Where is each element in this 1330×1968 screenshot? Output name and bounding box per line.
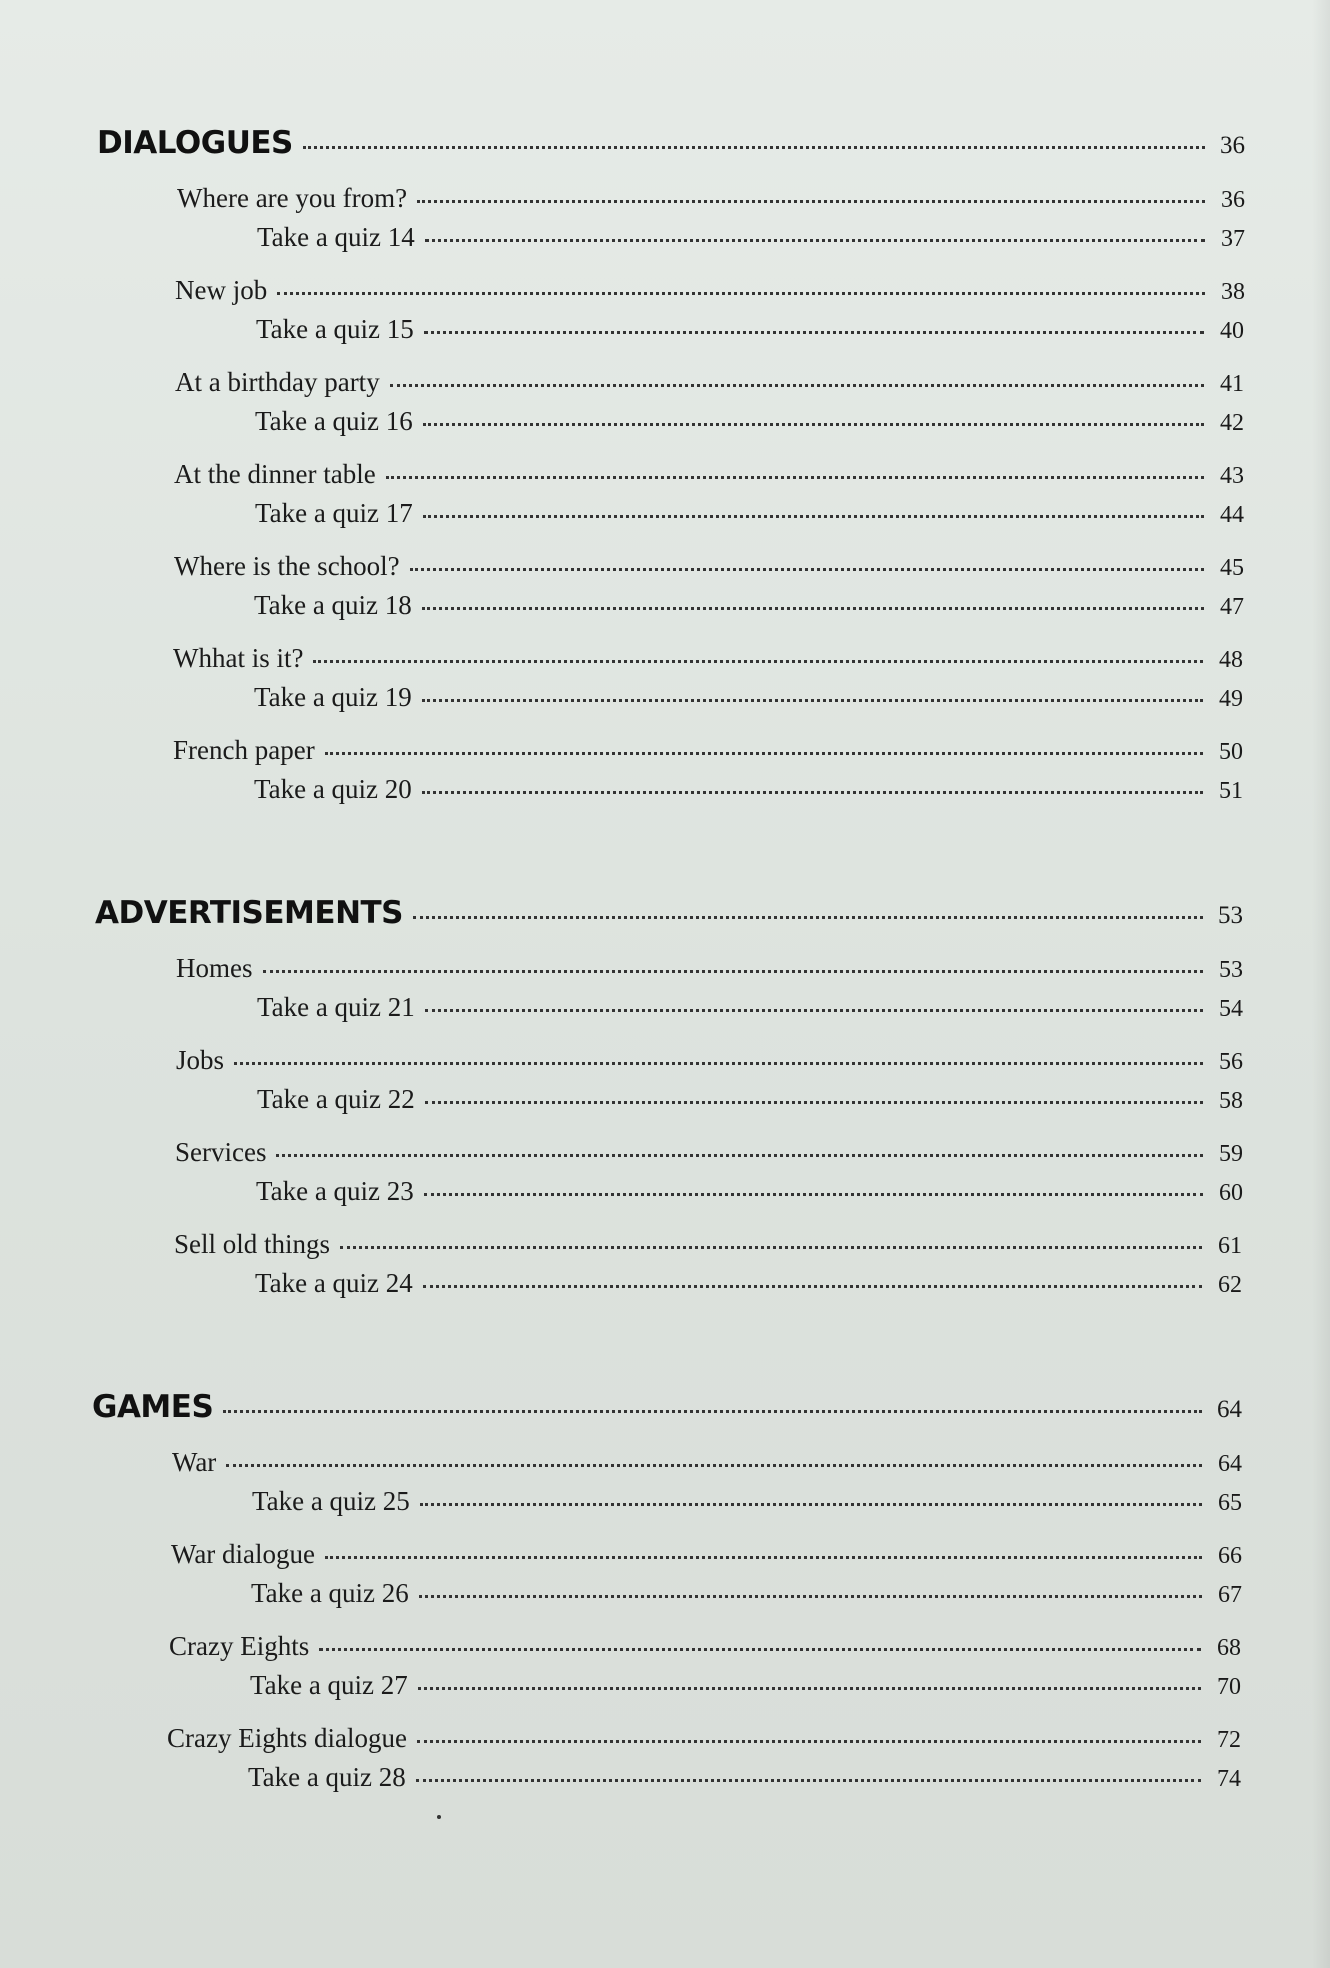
dot-leader [424, 1193, 1203, 1196]
toc-entry[interactable] [175, 367, 1244, 407]
dot-leader [410, 568, 1204, 571]
entry-title: At the dinner table [174, 459, 376, 489]
dot-leader [425, 1101, 1203, 1104]
toc-quiz-entry[interactable] [250, 1670, 1241, 1710]
dot-leader [422, 607, 1204, 610]
section-title: ADVERTISEMENTS [95, 895, 403, 931]
quiz-title: Take a quiz 25 [252, 1486, 410, 1516]
entry-title: Jobs [176, 1045, 225, 1075]
dot-leader [325, 752, 1203, 755]
toc-entry[interactable] [176, 953, 1243, 993]
section-title: DIALOGUES [97, 125, 293, 161]
dot-leader [223, 1410, 1202, 1413]
page-number: 66 [1218, 1543, 1242, 1569]
dot-leader [276, 1154, 1203, 1157]
quiz-title: Take a quiz 26 [251, 1578, 409, 1608]
dot-leader [325, 1556, 1202, 1559]
toc-quiz-entry[interactable] [254, 682, 1243, 722]
toc-quiz-entry[interactable] [255, 406, 1244, 446]
dot-leader [423, 1285, 1202, 1288]
quiz-title: Take a quiz 15 [256, 314, 414, 344]
entry-title: Homes [176, 953, 253, 983]
toc-entry[interactable] [177, 183, 1245, 223]
quiz-title: Take a quiz 14 [257, 222, 415, 252]
page-number: 65 [1218, 1490, 1242, 1516]
dot-leader [417, 200, 1205, 203]
entry-title: Whhat is it? [173, 643, 304, 673]
dot-leader [422, 699, 1203, 702]
page-number: 60 [1219, 1180, 1243, 1206]
page-number: 64 [1218, 1451, 1242, 1477]
dot-leader [277, 292, 1205, 295]
page-number: 37 [1221, 226, 1245, 252]
dot-leader [417, 1740, 1201, 1743]
page-number: 36 [1220, 132, 1245, 159]
page-number: 64 [1217, 1396, 1242, 1423]
toc-entry[interactable] [174, 1229, 1242, 1269]
toc-quiz-entry[interactable] [252, 1486, 1242, 1526]
entry-title: Crazy Eights [169, 1631, 310, 1661]
section-heading[interactable] [97, 125, 1245, 165]
entry-title: War [172, 1447, 217, 1477]
dot-leader [425, 1009, 1203, 1012]
page-number: 58 [1219, 1088, 1243, 1114]
entry-title: Where is the school? [174, 551, 400, 581]
toc-entry[interactable] [172, 1447, 1242, 1487]
quiz-title: Take a quiz 24 [255, 1268, 413, 1298]
section-heading[interactable] [95, 895, 1243, 935]
page-number: 67 [1218, 1582, 1242, 1608]
page-number: 36 [1221, 187, 1245, 213]
dot-leader [423, 515, 1204, 518]
dot-leader [416, 1779, 1201, 1782]
dot-leader [234, 1062, 1203, 1065]
quiz-title: Take a quiz 23 [256, 1176, 414, 1206]
quiz-title: Take a quiz 17 [255, 498, 413, 528]
toc-quiz-entry[interactable] [257, 992, 1243, 1032]
toc-quiz-entry[interactable] [255, 498, 1244, 538]
page-number: 53 [1219, 957, 1243, 983]
page-number: 44 [1220, 502, 1244, 528]
entry-title: Sell old things [174, 1229, 331, 1259]
page-number: 49 [1219, 686, 1243, 712]
entry-title: At a birthday party [175, 367, 380, 397]
quiz-title: Take a quiz 28 [248, 1762, 406, 1792]
quiz-title: Take a quiz 19 [254, 682, 412, 712]
page-number: 40 [1220, 318, 1244, 344]
page-number: 54 [1219, 996, 1243, 1022]
dot-leader [226, 1464, 1202, 1467]
dot-leader [313, 660, 1203, 663]
quiz-title: Take a quiz 20 [254, 774, 412, 804]
toc-entry[interactable] [175, 275, 1245, 315]
quiz-title: Take a quiz 27 [250, 1670, 408, 1700]
toc-entry[interactable] [176, 1045, 1243, 1085]
dot-leader [303, 146, 1205, 149]
toc-entry[interactable] [173, 643, 1243, 683]
dot-leader [390, 384, 1204, 387]
toc-quiz-entry[interactable] [256, 314, 1244, 354]
dot-leader [424, 331, 1204, 334]
entry-title: French paper [173, 735, 315, 765]
section-heading[interactable] [92, 1389, 1242, 1429]
page-number: 45 [1220, 555, 1244, 581]
dot-leader [425, 239, 1205, 242]
toc-quiz-entry[interactable] [257, 222, 1245, 262]
entry-title: New job [175, 275, 268, 305]
dot-leader [422, 791, 1203, 794]
page-number: 74 [1217, 1766, 1241, 1792]
dot-leader [419, 1595, 1202, 1598]
toc-quiz-entry[interactable] [251, 1578, 1242, 1618]
page-number: 47 [1220, 594, 1244, 620]
toc-entry[interactable] [173, 735, 1243, 775]
entry-title: Where are you from? [177, 183, 408, 213]
toc-entry[interactable] [169, 1631, 1241, 1671]
toc-quiz-entry[interactable] [254, 774, 1243, 814]
toc-quiz-entry[interactable] [256, 1176, 1243, 1216]
page-number: 56 [1219, 1049, 1243, 1075]
ink-speck [437, 1815, 441, 1819]
page-number: 42 [1220, 410, 1244, 436]
entry-title: Services [175, 1137, 267, 1167]
quiz-title: Take a quiz 21 [257, 992, 415, 1022]
quiz-title: Take a quiz 18 [254, 590, 412, 620]
toc-entry[interactable] [174, 459, 1244, 499]
entry-title: War dialogue [171, 1539, 316, 1569]
toc-quiz-entry[interactable] [257, 1084, 1243, 1124]
dot-leader [418, 1687, 1201, 1690]
dot-leader [319, 1648, 1201, 1651]
page-number: 50 [1219, 739, 1243, 765]
page-number: 43 [1220, 463, 1244, 489]
section-title: GAMES [92, 1389, 214, 1425]
page-number: 62 [1218, 1272, 1242, 1298]
page-number: 41 [1220, 371, 1244, 397]
dot-leader [340, 1246, 1202, 1249]
page-number: 53 [1218, 902, 1243, 929]
dot-leader [420, 1503, 1202, 1506]
page-number: 51 [1219, 778, 1243, 804]
dot-leader [423, 423, 1204, 426]
page-number: 38 [1221, 279, 1245, 305]
page-number: 48 [1219, 647, 1243, 673]
quiz-title: Take a quiz 22 [257, 1084, 415, 1114]
toc-entry[interactable] [171, 1539, 1242, 1579]
toc-entry[interactable] [175, 1137, 1243, 1177]
toc-quiz-entry[interactable] [254, 590, 1244, 630]
entry-title: Crazy Eights dialogue [167, 1723, 407, 1753]
toc-quiz-entry[interactable] [255, 1268, 1242, 1308]
dot-leader [386, 476, 1204, 479]
toc-entry[interactable] [167, 1723, 1241, 1763]
page-number: 72 [1217, 1727, 1241, 1753]
dot-leader [413, 916, 1203, 919]
page-number: 59 [1219, 1141, 1243, 1167]
dot-leader [263, 970, 1204, 973]
page-number: 61 [1218, 1233, 1242, 1259]
quiz-title: Take a quiz 16 [255, 406, 413, 436]
page-number: 70 [1217, 1674, 1241, 1700]
toc-quiz-entry[interactable] [248, 1762, 1241, 1802]
page-number: 68 [1217, 1635, 1241, 1661]
toc-entry[interactable] [174, 551, 1244, 591]
